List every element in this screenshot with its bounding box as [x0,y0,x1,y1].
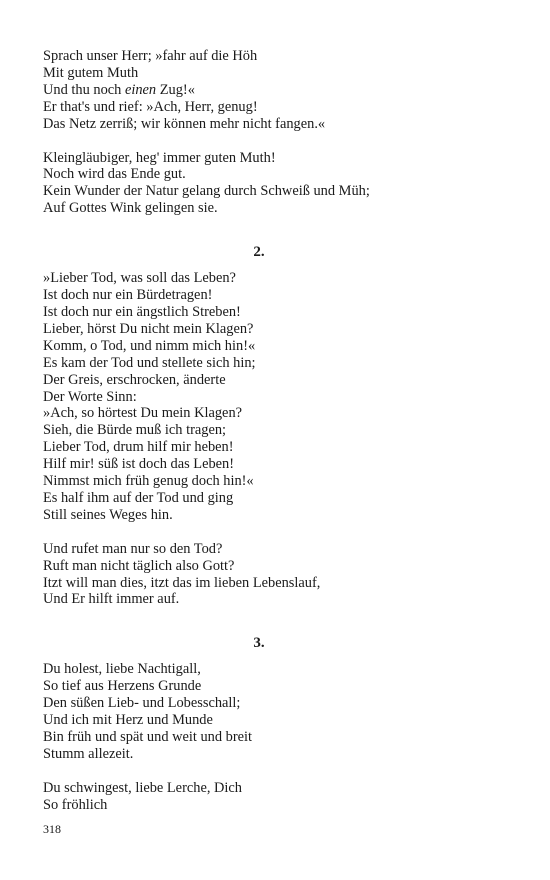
verse-line: Du schwingest, liebe Lerche, Dich [43,779,243,796]
verse-line: Bin früh und spät und weit und breit [43,729,253,745]
verse-line: »Lieber Tod, was soll das Leben? [43,270,236,287]
verse-line: Ist doch nur ein Bürdetragen! [43,287,213,304]
verse-line: Und ich mit Herz und Munde [43,712,213,729]
verse-line: Komm, o Tod, und nimm mich hin!« [43,337,256,354]
section-gap [43,608,463,634]
verse-line: Kein Wunder der Natur gelang durch Schweiß und Müh; [43,183,370,200]
verse-line: Itzt will man dies, itzt das im lieben Lebenslauf, [43,574,321,591]
section-number-heading: 2. [253,244,265,261]
verse-line: Ruft man nicht täglich also Gott? [43,557,235,574]
stanza-gap [43,763,463,780]
verse-line: Still seines Weges hin. [43,506,173,523]
section-gap [43,217,463,243]
verse-line: Lieber, hörst Du nicht mein Klagen? [43,320,254,337]
emphasized-word: einen [124,81,157,98]
verse-line: Und rufet man nur so den Tod? [43,540,223,557]
verse-line: Den süßen Lieb- und Lobesschall; [43,695,241,712]
verse-line: Hilf mir! süß ist doch das Leben! [43,456,235,473]
verse-line: Ist doch nur ein ängstlich Streben! [43,303,241,320]
verse-line: So tief aus Herzens Grunde [43,678,202,695]
section3-stanza-a [43,661,463,762]
verse-line: Auf Gottes Wink gelingen sie. [43,200,218,217]
verse-line: So fröhlich [43,796,108,813]
section2-stanza-a [43,270,463,524]
verse-line: Sprach unser Herr; »fahr auf die Höh [43,48,258,64]
stanza-gap [43,133,463,150]
verse-line-with-emphasis [43,82,463,99]
heading-gap [43,652,463,661]
verse-line: Sieh, die Bürde muß ich tragen; [43,422,227,439]
verse-line: Das Netz zerriß; wir können mehr nicht fangen.« [43,115,326,132]
verse-line: Der Greis, erschrocken, änderte [43,371,226,388]
page-number: 318 [43,822,61,836]
verse-line: Er that's und rief: »Ach, Herr, genug! [43,98,258,115]
heading-gap [43,261,463,270]
verse-line: Nimmst mich früh genug doch hin!« [43,473,254,490]
verse-line: Noch wird das Ende gut. [43,166,186,183]
verse-line: Und Er hilft immer auf. [43,591,180,608]
verse-fragment: Zug!« [156,81,195,98]
verse-fragment: Und thu noch [43,81,125,98]
section-number-heading: 3. [253,635,265,652]
verse-line: Stumm allezeit. [43,745,134,762]
verse-line: Lieber Tod, drum hilf mir heben! [43,439,234,456]
verse-line: Du holest, liebe Nachtigall, [43,661,201,678]
section3-stanza-b [43,780,463,814]
verse-line: Der Worte Sinn: [43,388,137,405]
poem1-stanza-b [43,150,463,218]
verse-line: »Ach, so hörtest Du mein Klagen? [43,405,243,422]
book-page [43,48,463,814]
poem1-stanza-a [43,48,463,133]
verse-line: Es half ihm auf der Tod und ging [43,489,234,506]
section2-stanza-b [43,541,463,609]
verse-line: Kleingläubiger, heg' immer guten Muth! [43,149,276,166]
verse-line: Es kam der Tod und stellete sich hin; [43,354,256,371]
stanza-gap [43,524,463,541]
verse-line: Mit gutem Muth [43,64,139,81]
